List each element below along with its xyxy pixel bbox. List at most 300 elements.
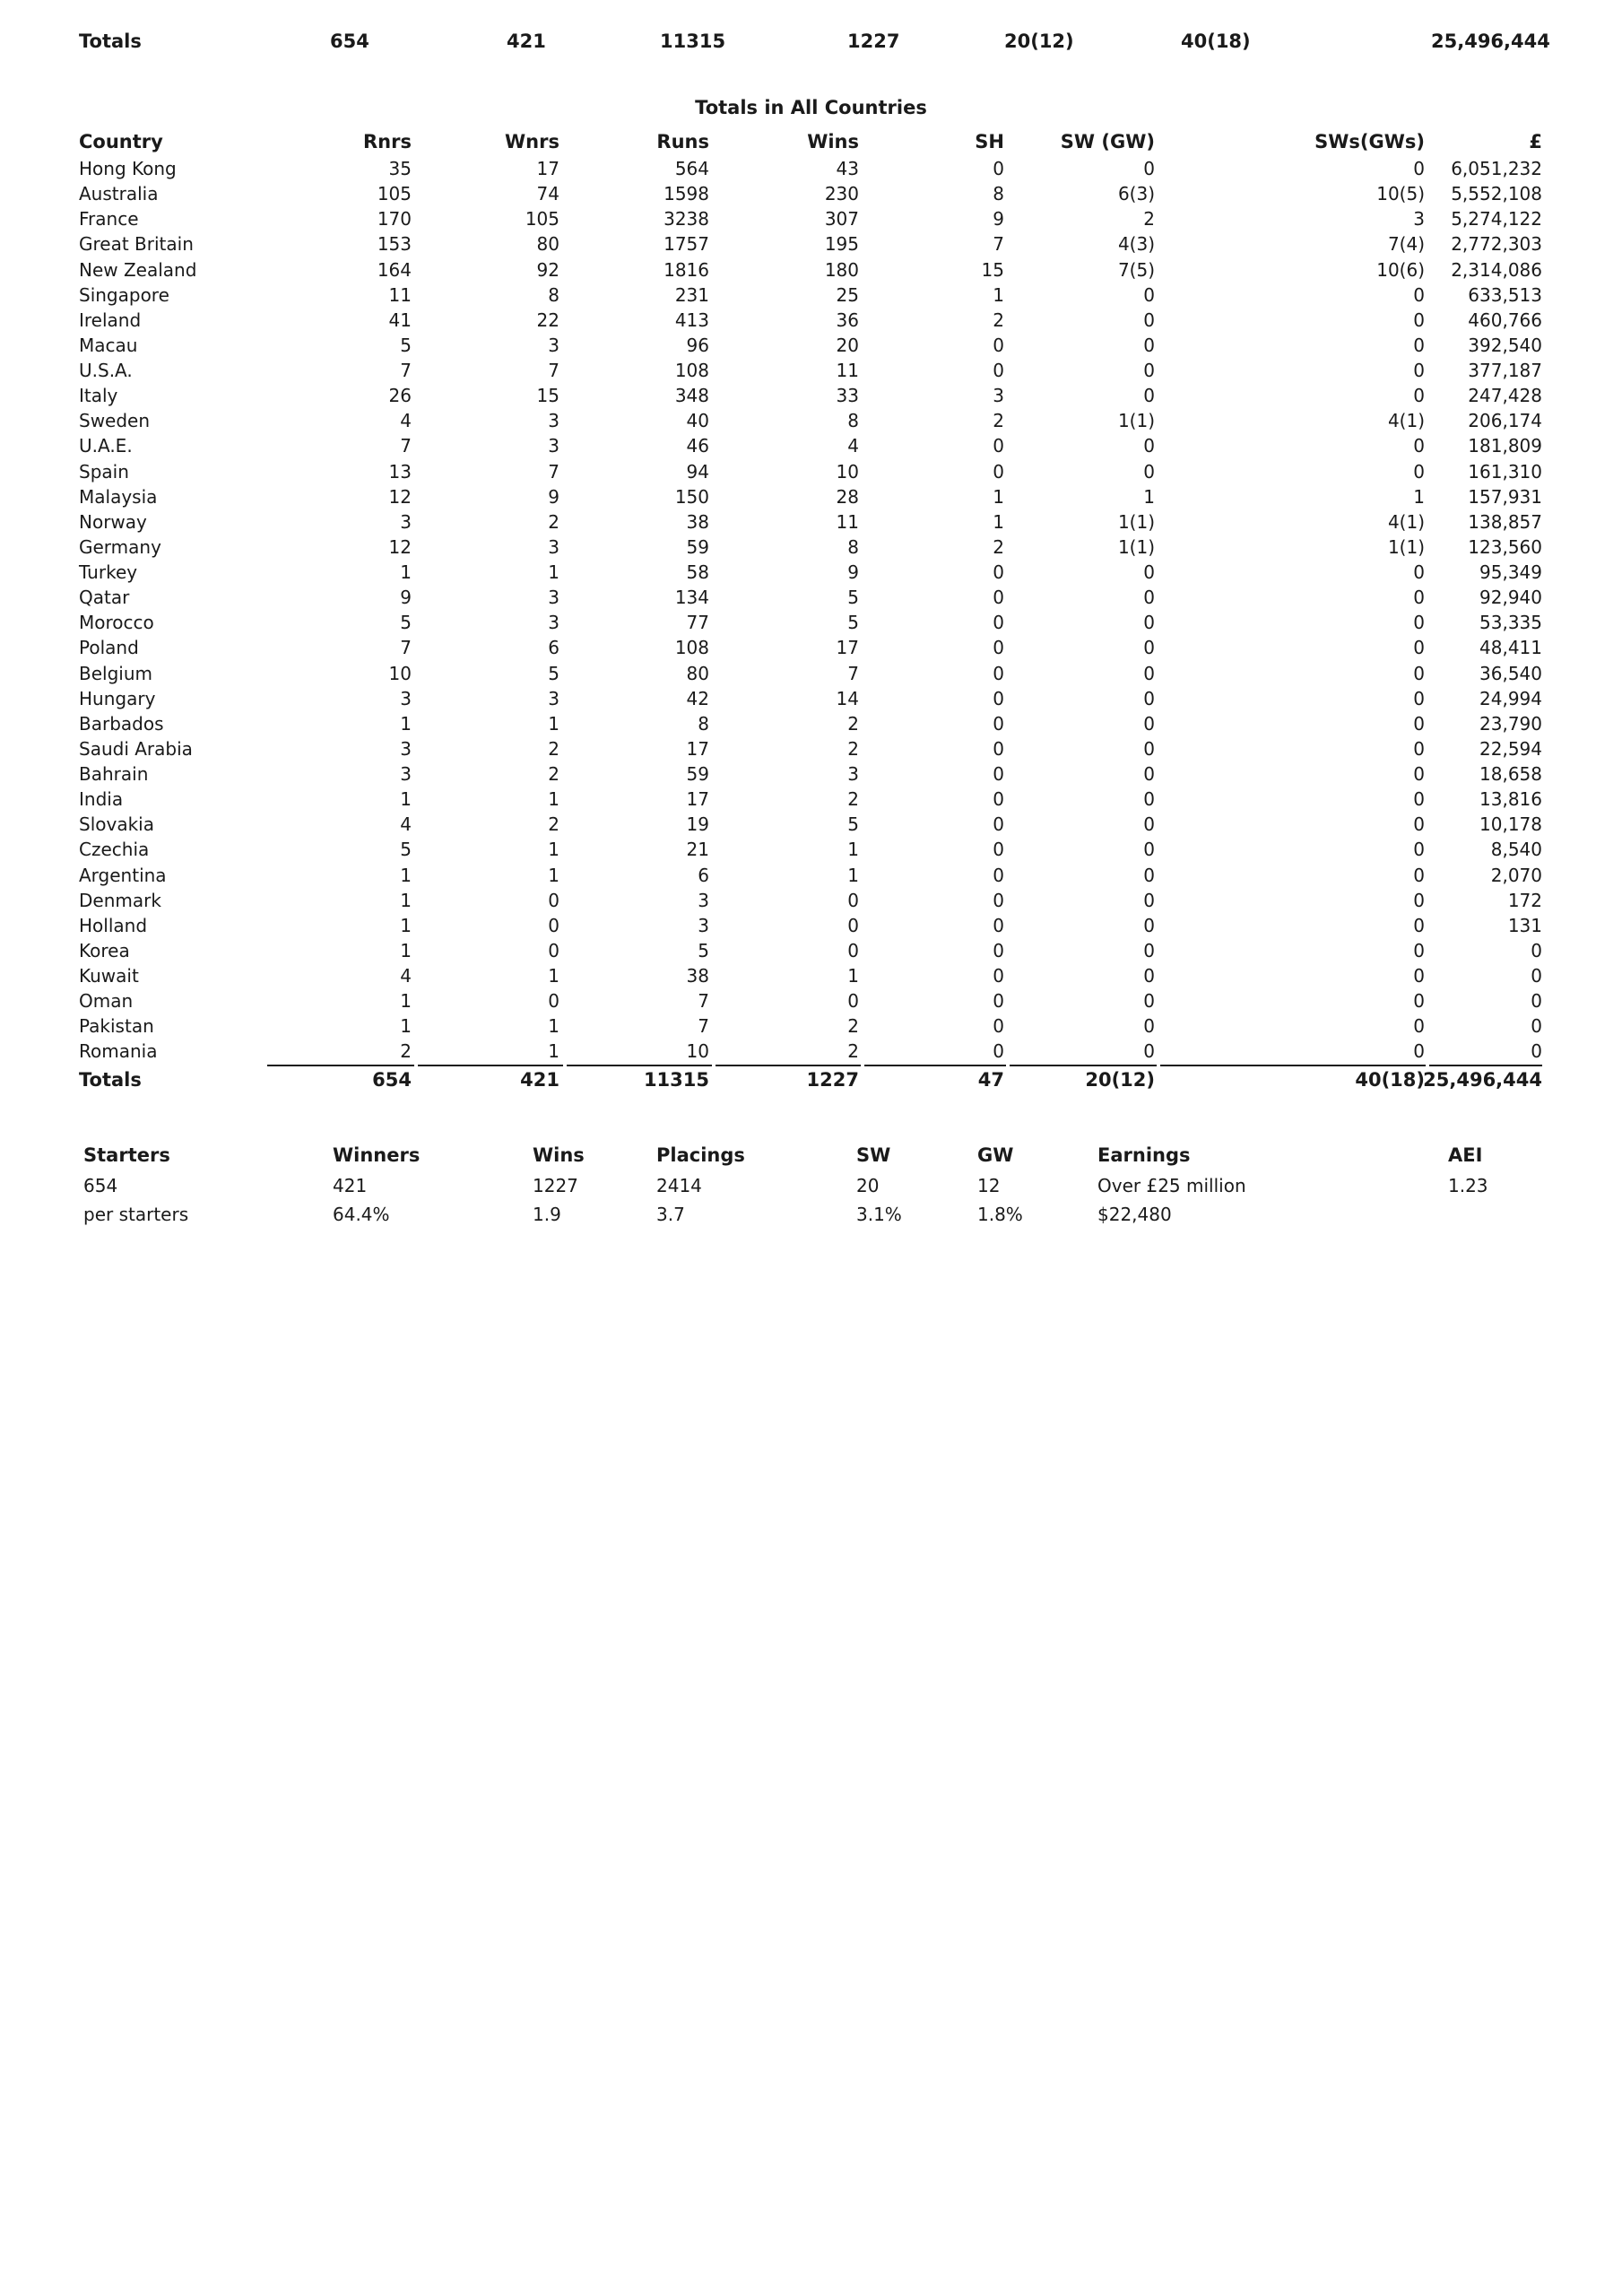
earnings-cell: 247,428 [1468, 385, 1542, 407]
country-cell: Germany [79, 535, 161, 558]
wnrs-cell: 2 [548, 737, 559, 760]
rnrs-cell: 35 [388, 158, 412, 179]
table-row [0, 585, 1622, 610]
top-totals-sw-gw: 20(12) [1004, 30, 1074, 52]
sh-cell: 0 [993, 864, 1004, 886]
earnings-cell: 95,349 [1479, 561, 1542, 583]
sw-gw-cell: 0 [1143, 712, 1155, 735]
rnrs-cell: 41 [388, 309, 412, 331]
runs-cell: 108 [674, 360, 709, 381]
wins-cell: 5 [847, 587, 859, 609]
earnings-cell: 181,809 [1468, 435, 1542, 457]
sh-cell: 0 [993, 158, 1004, 179]
earnings-cell: 0 [1531, 965, 1542, 987]
country-cell: Australia [79, 183, 159, 205]
sws-gws-cell: 0 [1413, 763, 1425, 785]
sws-gws-cell: 0 [1413, 334, 1425, 356]
sh-cell: 2 [993, 410, 1004, 432]
wins-cell: 2 [847, 788, 859, 811]
country-cell: New Zealand [79, 258, 197, 281]
summary-per-starters-row [0, 1204, 1622, 1231]
table-row [0, 635, 1622, 660]
summary-wins-per: 1.9 [533, 1204, 561, 1225]
table-row [0, 433, 1622, 458]
country-cell: Argentina [79, 864, 167, 886]
earnings-cell: 206,174 [1468, 410, 1542, 432]
sws-gws-cell: 0 [1413, 712, 1425, 735]
wins-cell: 10 [836, 460, 859, 483]
earnings-cell: 131 [1507, 914, 1542, 936]
sh-cell: 0 [993, 435, 1004, 457]
summary-earnings-value: Over £25 million [1097, 1175, 1246, 1196]
sw-gw-cell: 0 [1143, 788, 1155, 811]
country-cell: U.S.A. [79, 360, 133, 381]
rnrs-cell: 12 [388, 535, 412, 558]
wins-cell: 195 [824, 233, 859, 256]
wnrs-cell: 15 [536, 385, 559, 407]
summary-header-earnings: Earnings [1097, 1144, 1191, 1166]
rnrs-cell: 1 [400, 864, 412, 886]
rnrs-cell: 7 [400, 435, 412, 457]
country-cell: Pakistan [79, 1015, 154, 1038]
country-cell: Czechia [79, 839, 150, 861]
sh-cell: 9 [993, 208, 1004, 230]
country-cell: Ireland [79, 309, 142, 331]
totals-sws-gws: 40(18) [1355, 1069, 1425, 1091]
underline-wins [716, 1065, 861, 1066]
sh-cell: 0 [993, 990, 1004, 1013]
wnrs-cell: 3 [548, 612, 559, 634]
earnings-cell: 0 [1531, 939, 1542, 961]
sws-gws-cell: 0 [1413, 158, 1425, 179]
sw-gw-cell: 1(1) [1117, 510, 1155, 533]
earnings-cell: 10,178 [1479, 813, 1542, 836]
rnrs-cell: 3 [400, 763, 412, 785]
runs-cell: 150 [674, 485, 709, 508]
summary-earnings-per: $22,480 [1097, 1204, 1172, 1225]
sh-cell: 0 [993, 612, 1004, 634]
country-cell: Norway [79, 510, 147, 533]
sh-cell: 0 [993, 561, 1004, 583]
wins-cell: 3 [847, 763, 859, 785]
earnings-cell: 377,187 [1468, 360, 1542, 381]
col-header-sw-gw: SW (GW) [1060, 131, 1155, 152]
summary-starters-value: 654 [83, 1175, 118, 1196]
rnrs-cell: 1 [400, 712, 412, 735]
sw-gw-cell: 0 [1143, 283, 1155, 306]
country-cell: Poland [79, 637, 139, 659]
wnrs-cell: 7 [548, 460, 559, 483]
earnings-cell: 2,772,303 [1451, 233, 1542, 256]
table-row [0, 1039, 1622, 1064]
runs-cell: 3238 [664, 208, 709, 230]
wins-cell: 180 [824, 258, 859, 281]
sw-gw-cell: 0 [1143, 965, 1155, 987]
sh-cell: 0 [993, 334, 1004, 356]
table-row [0, 711, 1622, 736]
sw-gw-cell: 0 [1143, 1040, 1155, 1063]
country-cell: Bahrain [79, 763, 149, 785]
table-row [0, 888, 1622, 913]
wnrs-cell: 8 [548, 283, 559, 306]
wins-cell: 20 [836, 334, 859, 356]
table-heading: Totals in All Countries [695, 97, 927, 118]
earnings-cell: 6,051,232 [1451, 158, 1542, 179]
runs-cell: 3 [698, 889, 709, 911]
table-row [0, 206, 1622, 231]
table-row [0, 837, 1622, 862]
summary-header-aei: AEI [1448, 1144, 1483, 1166]
earnings-cell: 392,540 [1468, 334, 1542, 356]
earnings-cell: 92,940 [1479, 587, 1542, 609]
runs-cell: 564 [674, 158, 709, 179]
wnrs-cell: 92 [536, 258, 559, 281]
table-row [0, 913, 1622, 938]
top-totals-sws-gws: 40(18) [1181, 30, 1251, 52]
sw-gw-cell: 0 [1143, 360, 1155, 381]
table-row [0, 988, 1622, 1013]
totals-wnrs: 421 [520, 1069, 559, 1091]
sw-gw-cell: 1(1) [1117, 535, 1155, 558]
earnings-cell: 53,335 [1479, 612, 1542, 634]
wins-cell: 36 [836, 309, 859, 331]
earnings-cell: 172 [1507, 889, 1542, 911]
wnrs-cell: 1 [548, 1040, 559, 1063]
runs-cell: 59 [686, 535, 709, 558]
rnrs-cell: 2 [400, 1040, 412, 1063]
col-header-runs: Runs [656, 131, 709, 152]
sw-gw-cell: 0 [1143, 612, 1155, 634]
earnings-cell: 48,411 [1479, 637, 1542, 659]
sw-gw-cell: 2 [1143, 208, 1155, 230]
sw-gw-cell: 0 [1143, 813, 1155, 836]
wnrs-cell: 105 [525, 208, 559, 230]
wins-cell: 5 [847, 612, 859, 634]
runs-cell: 5 [698, 939, 709, 961]
runs-cell: 1598 [664, 183, 709, 205]
wins-cell: 2 [847, 712, 859, 735]
totals-wins: 1227 [806, 1069, 859, 1091]
sh-cell: 0 [993, 687, 1004, 709]
country-cell: Great Britain [79, 233, 194, 256]
sh-cell: 8 [993, 183, 1004, 205]
underline-sws-gws [1160, 1065, 1426, 1066]
sw-gw-cell: 0 [1143, 839, 1155, 861]
wins-cell: 0 [847, 990, 859, 1013]
sh-cell: 0 [993, 1015, 1004, 1038]
sws-gws-cell: 0 [1413, 587, 1425, 609]
sws-gws-cell: 0 [1413, 309, 1425, 331]
sh-cell: 15 [981, 258, 1004, 281]
table-row [0, 661, 1622, 686]
wins-cell: 307 [824, 208, 859, 230]
summary-header-row [0, 1144, 1622, 1171]
summary-header-sw: SW [856, 1144, 891, 1166]
sw-gw-cell: 0 [1143, 385, 1155, 407]
country-cell: India [79, 788, 124, 811]
sw-gw-cell: 0 [1143, 561, 1155, 583]
country-cell: Qatar [79, 587, 130, 609]
wins-cell: 8 [847, 410, 859, 432]
table-header-row [0, 131, 1622, 156]
rnrs-cell: 7 [400, 637, 412, 659]
country-cell: France [79, 208, 139, 230]
sw-gw-cell: 0 [1143, 914, 1155, 936]
wnrs-cell: 3 [548, 334, 559, 356]
wins-cell: 43 [836, 158, 859, 179]
summary-aei-value: 1.23 [1448, 1175, 1488, 1196]
top-totals-label: Totals [79, 30, 142, 52]
table-row [0, 333, 1622, 358]
table-row [0, 383, 1622, 408]
runs-cell: 80 [686, 662, 709, 684]
runs-cell: 1816 [664, 258, 709, 281]
earnings-cell: 633,513 [1468, 283, 1542, 306]
table-row [0, 231, 1622, 257]
wnrs-cell: 1 [548, 864, 559, 886]
runs-cell: 108 [674, 637, 709, 659]
sw-gw-cell: 0 [1143, 990, 1155, 1013]
summary-header-gw: GW [977, 1144, 1014, 1166]
earnings-cell: 138,857 [1468, 510, 1542, 533]
wnrs-cell: 2 [548, 763, 559, 785]
rnrs-cell: 1 [400, 990, 412, 1013]
country-cell: Oman [79, 990, 134, 1013]
country-cell: Romania [79, 1040, 158, 1063]
underline-earnings [1429, 1065, 1542, 1066]
wnrs-cell: 80 [536, 233, 559, 256]
rnrs-cell: 5 [400, 334, 412, 356]
sws-gws-cell: 0 [1413, 1015, 1425, 1038]
earnings-cell: 460,766 [1468, 309, 1542, 331]
table-row [0, 358, 1622, 383]
country-cell: Singapore [79, 283, 169, 306]
wnrs-cell: 2 [548, 813, 559, 836]
wnrs-cell: 3 [548, 535, 559, 558]
wnrs-cell: 0 [548, 990, 559, 1013]
table-row [0, 787, 1622, 812]
table-row [0, 156, 1622, 181]
sws-gws-cell: 3 [1413, 208, 1425, 230]
table-row [0, 535, 1622, 560]
table-row [0, 761, 1622, 787]
sws-gws-cell: 0 [1413, 612, 1425, 634]
sws-gws-cell: 0 [1413, 662, 1425, 684]
top-totals-runs: 11315 [660, 30, 726, 52]
table-row [0, 308, 1622, 333]
sws-gws-cell: 0 [1413, 939, 1425, 961]
sw-gw-cell: 0 [1143, 687, 1155, 709]
country-cell: Saudi Arabia [79, 737, 193, 760]
sws-gws-cell: 10(5) [1376, 183, 1425, 205]
wnrs-cell: 6 [548, 637, 559, 659]
earnings-cell: 5,274,122 [1451, 208, 1542, 230]
rnrs-cell: 3 [400, 737, 412, 760]
earnings-cell: 23,790 [1479, 712, 1542, 735]
sws-gws-cell: 0 [1413, 637, 1425, 659]
top-totals-wins: 1227 [847, 30, 900, 52]
summary-header-starters: Starters [83, 1144, 170, 1166]
runs-cell: 58 [686, 561, 709, 583]
underline-wnrs [418, 1065, 563, 1066]
rnrs-cell: 170 [377, 208, 412, 230]
rnrs-cell: 3 [400, 687, 412, 709]
rnrs-cell: 1 [400, 1015, 412, 1038]
wins-cell: 17 [836, 637, 859, 659]
summary-gw-value: 12 [977, 1175, 1001, 1196]
sws-gws-cell: 0 [1413, 990, 1425, 1013]
wins-cell: 11 [836, 510, 859, 533]
earnings-cell: 13,816 [1479, 788, 1542, 811]
wins-cell: 1 [847, 839, 859, 861]
country-cell: Macau [79, 334, 138, 356]
wnrs-cell: 2 [548, 510, 559, 533]
wnrs-cell: 17 [536, 158, 559, 179]
wnrs-cell: 3 [548, 435, 559, 457]
country-table-body [0, 156, 1622, 1065]
runs-cell: 7 [698, 1015, 709, 1038]
wnrs-cell: 5 [548, 662, 559, 684]
underline-sh [864, 1065, 1006, 1066]
country-cell: Hungary [79, 687, 156, 709]
country-cell: Barbados [79, 712, 164, 735]
rnrs-cell: 1 [400, 914, 412, 936]
table-totals-row [0, 1069, 1622, 1096]
runs-cell: 10 [686, 1040, 709, 1063]
country-cell: Holland [79, 914, 148, 936]
col-header-sh: SH [975, 131, 1004, 152]
wnrs-cell: 74 [536, 183, 559, 205]
sws-gws-cell: 0 [1413, 385, 1425, 407]
country-cell: Korea [79, 939, 130, 961]
totals-runs: 11315 [643, 1069, 709, 1091]
table-row [0, 736, 1622, 761]
rnrs-cell: 4 [400, 813, 412, 836]
sh-cell: 1 [993, 510, 1004, 533]
summary-sw-pct: 3.1% [856, 1204, 902, 1225]
summary-header-placings: Placings [656, 1144, 745, 1166]
sw-gw-cell: 0 [1143, 309, 1155, 331]
earnings-cell: 22,594 [1479, 737, 1542, 760]
rnrs-cell: 3 [400, 510, 412, 533]
wnrs-cell: 0 [548, 939, 559, 961]
wnrs-cell: 3 [548, 410, 559, 432]
sh-cell: 7 [993, 233, 1004, 256]
country-cell: Turkey [79, 561, 138, 583]
wnrs-cell: 1 [548, 561, 559, 583]
earnings-cell: 18,658 [1479, 763, 1542, 785]
rnrs-cell: 105 [377, 183, 412, 205]
wins-cell: 14 [836, 687, 859, 709]
wins-cell: 5 [847, 813, 859, 836]
sw-gw-cell: 1(1) [1117, 410, 1155, 432]
col-header-earnings: £ [1529, 131, 1542, 152]
summary-header-wins: Wins [533, 1144, 585, 1166]
top-totals-winners: 421 [507, 30, 546, 52]
rnrs-cell: 1 [400, 561, 412, 583]
sh-cell: 1 [993, 283, 1004, 306]
table-row [0, 812, 1622, 837]
summary-sw-value: 20 [856, 1175, 880, 1196]
sw-gw-cell: 0 [1143, 435, 1155, 457]
table-row [0, 408, 1622, 433]
sws-gws-cell: 0 [1413, 864, 1425, 886]
country-cell: Kuwait [79, 965, 139, 987]
country-cell: Malaysia [79, 485, 158, 508]
col-header-wins: Wins [807, 131, 859, 152]
sh-cell: 1 [993, 485, 1004, 508]
wins-cell: 0 [847, 939, 859, 961]
sw-gw-cell: 0 [1143, 460, 1155, 483]
wins-cell: 33 [836, 385, 859, 407]
earnings-cell: 8,540 [1490, 839, 1542, 861]
sws-gws-cell: 0 [1413, 687, 1425, 709]
earnings-cell: 123,560 [1468, 535, 1542, 558]
sws-gws-cell: 4(1) [1387, 510, 1425, 533]
table-row [0, 459, 1622, 484]
wins-cell: 230 [824, 183, 859, 205]
earnings-cell: 0 [1531, 990, 1542, 1013]
sw-gw-cell: 0 [1143, 1015, 1155, 1038]
sh-cell: 0 [993, 662, 1004, 684]
earnings-cell: 2,314,086 [1451, 258, 1542, 281]
runs-cell: 19 [686, 813, 709, 836]
sws-gws-cell: 0 [1413, 788, 1425, 811]
sws-gws-cell: 0 [1413, 839, 1425, 861]
summary-values-row [0, 1175, 1622, 1202]
sh-cell: 0 [993, 763, 1004, 785]
sw-gw-cell: 0 [1143, 587, 1155, 609]
sh-cell: 0 [993, 737, 1004, 760]
wnrs-cell: 1 [548, 1015, 559, 1038]
sw-gw-cell: 7(5) [1117, 258, 1155, 281]
runs-cell: 38 [686, 510, 709, 533]
table-row [0, 938, 1622, 963]
summary-winners-value: 421 [333, 1175, 368, 1196]
sw-gw-cell: 0 [1143, 158, 1155, 179]
sw-gw-cell: 0 [1143, 637, 1155, 659]
wins-cell: 7 [847, 662, 859, 684]
underline-rnrs [267, 1065, 414, 1066]
rnrs-cell: 13 [388, 460, 412, 483]
top-totals-runners: 654 [330, 30, 369, 52]
table-row [0, 509, 1622, 535]
sh-cell: 2 [993, 535, 1004, 558]
sw-gw-cell: 0 [1143, 939, 1155, 961]
earnings-cell: 5,552,108 [1451, 183, 1542, 205]
rnrs-cell: 4 [400, 965, 412, 987]
sws-gws-cell: 0 [1413, 360, 1425, 381]
sws-gws-cell: 0 [1413, 889, 1425, 911]
summary-placings-per: 3.7 [656, 1204, 685, 1225]
summary-gw-pct: 1.8% [977, 1204, 1023, 1225]
runs-cell: 413 [674, 309, 709, 331]
wnrs-cell: 22 [536, 309, 559, 331]
sw-gw-cell: 0 [1143, 889, 1155, 911]
wnrs-cell: 1 [548, 712, 559, 735]
totals-label: Totals [79, 1069, 142, 1091]
runs-cell: 96 [686, 334, 709, 356]
runs-cell: 17 [686, 737, 709, 760]
wnrs-cell: 0 [548, 914, 559, 936]
runs-cell: 42 [686, 687, 709, 709]
sw-gw-cell: 0 [1143, 737, 1155, 760]
wins-cell: 2 [847, 1040, 859, 1063]
rnrs-cell: 1 [400, 788, 412, 811]
sh-cell: 0 [993, 965, 1004, 987]
rnrs-cell: 164 [377, 258, 412, 281]
col-header-country: Country [79, 131, 163, 152]
